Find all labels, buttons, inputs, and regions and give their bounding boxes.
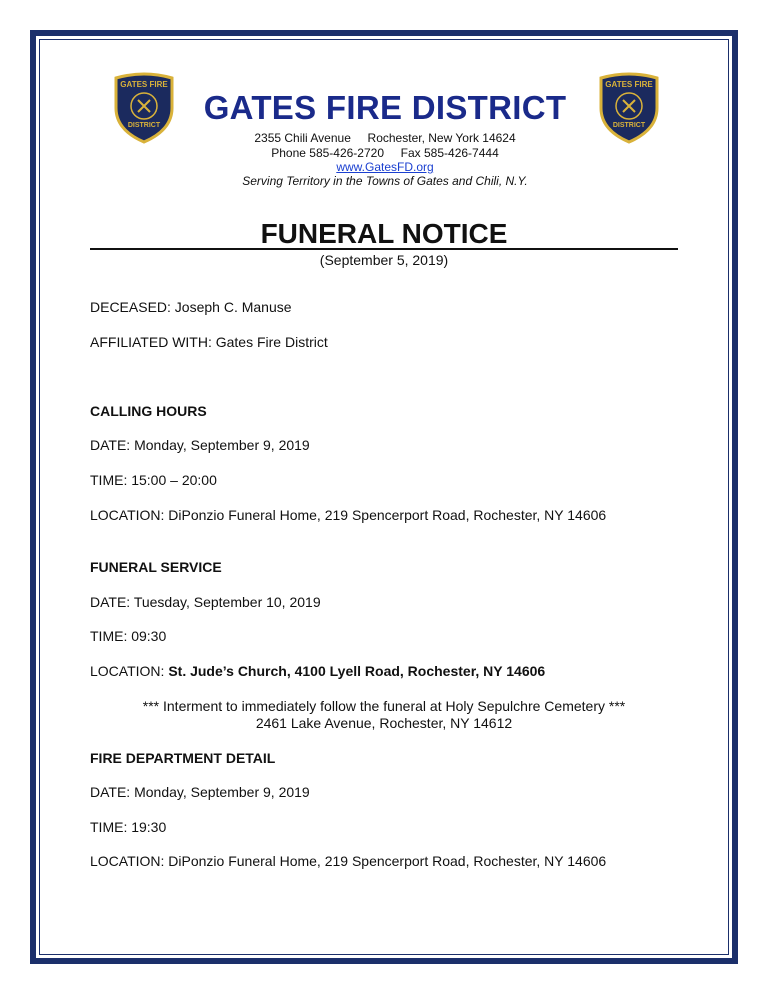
notice-date: (September 5, 2019) <box>319 252 449 268</box>
svg-text:GATES FIRE: GATES FIRE <box>120 80 168 89</box>
interment-line-2: 2461 Lake Avenue, Rochester, NY 14612 <box>255 715 513 731</box>
deceased-line: DECEASED: Joseph C. Manuse <box>90 299 292 315</box>
serving-territory: Serving Territory in the Towns of Gates and Chili, N.Y. <box>242 174 528 188</box>
calling-hours-time: TIME: 15:00 – 20:00 <box>90 472 217 488</box>
fire-detail-date: DATE: Monday, September 9, 2019 <box>90 784 310 800</box>
affiliated-line: AFFILIATED WITH: Gates Fire District <box>90 334 328 350</box>
fax-number: Fax 585-426-7444 <box>400 146 499 160</box>
calling-hours-location: LOCATION: DiPonzio Funeral Home, 219 Spencerport Road, Rochester, NY 14606 <box>90 507 607 523</box>
location-label: LOCATION: <box>90 663 169 679</box>
phone-number: Phone 585-426-2720 <box>271 146 384 160</box>
interment-line-1: *** Interment to immediately follow the funeral at Holy Sepulchre Cemetery *** <box>142 698 626 714</box>
funeral-service-heading: FUNERAL SERVICE <box>90 559 222 575</box>
calling-hours-heading: CALLING HOURS <box>90 403 207 419</box>
calling-hours-date: DATE: Monday, September 9, 2019 <box>90 437 310 453</box>
fire-detail-time: TIME: 19:30 <box>90 819 167 835</box>
gates-fire-badge-right-icon <box>597 72 661 144</box>
title-underline <box>90 248 678 250</box>
address-city: Rochester, New York 14624 <box>367 131 516 145</box>
district-name: GATES FIRE DISTRICT <box>203 89 567 126</box>
fire-detail-location: LOCATION: DiPonzio Funeral Home, 219 Spencerport Road, Rochester, NY 14606 <box>90 853 607 869</box>
svg-text:GATES FIRE: GATES FIRE <box>605 80 653 89</box>
church-address: St. Jude’s Church, 4100 Lyell Road, Rochester, NY 14606 <box>168 663 546 679</box>
website-link[interactable]: www.GatesFD.org <box>336 160 434 174</box>
funeral-service-time: TIME: 09:30 <box>90 628 167 644</box>
funeral-service-location <box>90 663 545 679</box>
svg-text:DISTRICT: DISTRICT <box>127 122 161 129</box>
notice-title: FUNERAL NOTICE <box>260 218 508 249</box>
contact-line <box>180 146 590 161</box>
fire-detail-heading: FIRE DEPARTMENT DETAIL <box>90 750 276 766</box>
gates-fire-badge-left-icon <box>112 72 176 144</box>
website-line <box>180 160 590 175</box>
interment-note <box>90 698 678 732</box>
address-street: 2355 Chili Avenue <box>254 131 351 145</box>
address-line <box>180 131 590 146</box>
funeral-service-date: DATE: Tuesday, September 10, 2019 <box>90 594 321 610</box>
svg-text:DISTRICT: DISTRICT <box>612 122 646 129</box>
